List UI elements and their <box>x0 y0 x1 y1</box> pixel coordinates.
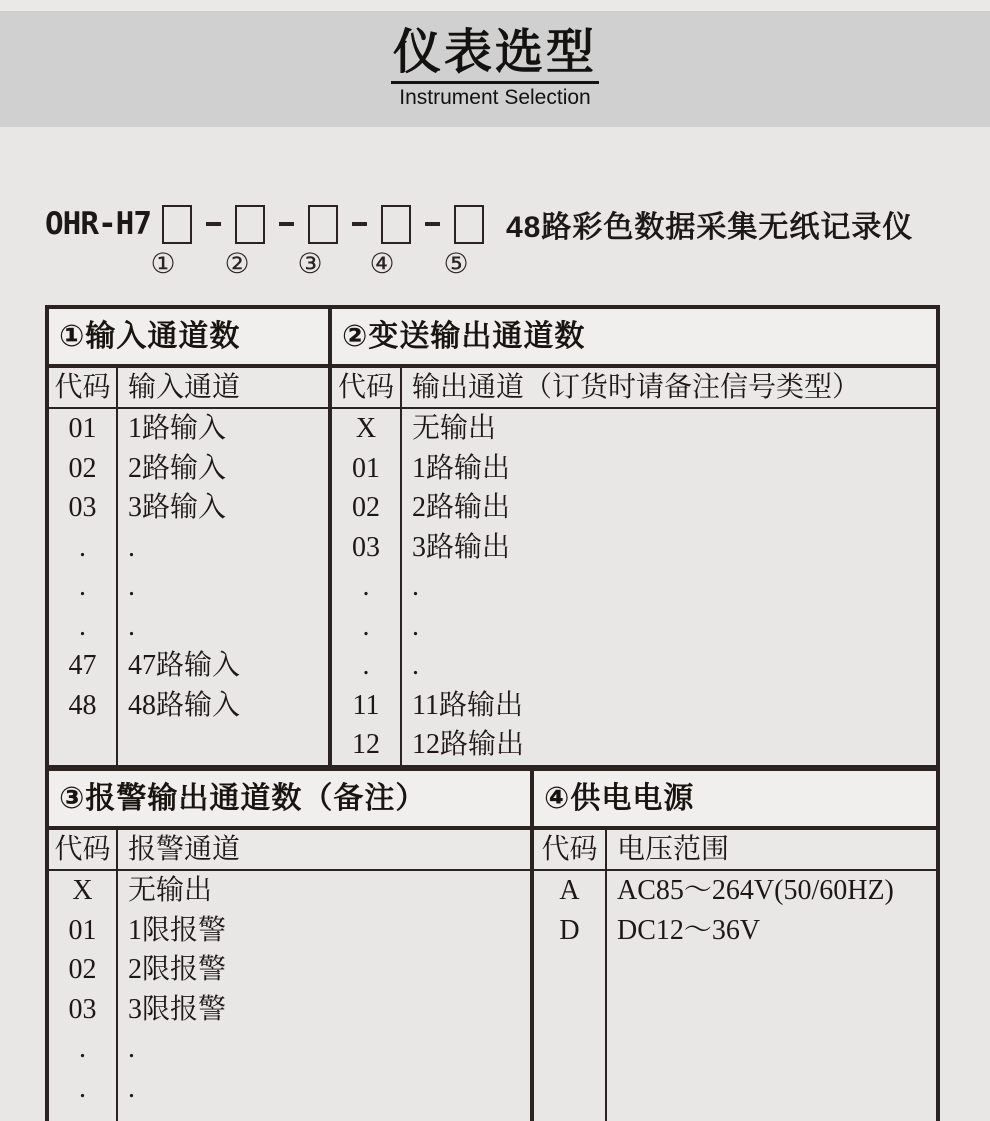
code-cell: X <box>355 413 377 444</box>
table-row <box>332 488 936 528</box>
section2-value-header: 输出通道（订货时请备注信号类型） <box>412 372 861 403</box>
value-cell: . <box>412 650 419 682</box>
value-cell: DC12～36V <box>617 914 761 946</box>
code-cell: 02 <box>352 492 380 524</box>
code-cell: 47 <box>68 650 97 682</box>
section2-title: ②变送输出通道数 <box>342 320 586 353</box>
code-cell: . <box>79 1033 86 1065</box>
table-row <box>49 528 328 568</box>
dash-separator <box>352 222 367 226</box>
position-label-5: ⑤ <box>443 247 469 280</box>
table-row <box>49 449 328 489</box>
value-cell: 1限报警 <box>128 914 227 946</box>
value-cell: 3路输入 <box>128 492 227 524</box>
model-slot-box-4 <box>381 205 411 244</box>
section1-title: ①输入通道数 <box>59 320 241 353</box>
code-cell: 01 <box>68 413 97 444</box>
value-cell: AC85～264V(50/60HZ) <box>617 875 894 906</box>
section4-value-header: 电压范围 <box>617 834 730 865</box>
table-row <box>49 911 530 951</box>
value-cell: . <box>128 1033 135 1065</box>
table-row <box>332 686 936 726</box>
section1-header-cell <box>49 309 332 364</box>
table-row <box>332 409 936 449</box>
divider <box>116 871 118 1121</box>
code-cell: 03 <box>352 531 380 563</box>
table-row <box>49 567 328 607</box>
section3-header-cell <box>49 771 534 826</box>
code-cell: X <box>72 875 93 906</box>
code-cell: . <box>362 610 370 642</box>
table-row <box>534 871 936 911</box>
page-subtitle: Instrument Selection <box>399 86 591 110</box>
value-cell: 2限报警 <box>128 954 227 986</box>
code-cell: 03 <box>68 492 97 524</box>
table-row <box>332 528 936 568</box>
code-cell: 12 <box>352 729 380 761</box>
table-row <box>49 646 328 686</box>
table-row <box>534 911 936 951</box>
table-row <box>49 871 530 911</box>
code-cell: 03 <box>68 993 97 1025</box>
section1-value-header: 输入通道 <box>128 372 241 403</box>
section3-title: ③报警输出通道数（备注） <box>59 782 427 815</box>
divider <box>116 409 118 765</box>
model-slot-box-1 <box>162 205 192 244</box>
position-label-1: ① <box>150 247 176 280</box>
value-cell: 2路输入 <box>128 452 227 484</box>
code-cell: 48 <box>68 689 97 721</box>
section-header-band-bottom <box>49 771 936 826</box>
value-cell: 1路输出 <box>412 452 511 484</box>
value-cell: 无输出 <box>412 413 497 444</box>
section2-header-cell <box>332 309 936 364</box>
section4-title: ④供电电源 <box>544 782 695 815</box>
table-row <box>332 607 936 647</box>
value-cell: 12路输出 <box>412 729 525 761</box>
dash-separator <box>279 222 294 226</box>
table-row <box>332 646 936 686</box>
table-row <box>49 686 328 726</box>
code-cell: 02 <box>68 954 97 986</box>
section2-code-header: 代码 <box>337 372 394 403</box>
code-cell: . <box>362 650 370 682</box>
value-cell: . <box>128 571 135 603</box>
code-cell: A <box>559 875 580 906</box>
section1-column-headers <box>49 368 332 407</box>
section4-rows <box>534 871 936 1121</box>
dash-separator <box>206 222 221 226</box>
code-cell: . <box>79 1072 86 1104</box>
section3-rows <box>49 871 534 1121</box>
code-cell: . <box>79 531 86 563</box>
code-cell: . <box>79 571 86 603</box>
value-cell: . <box>128 531 135 563</box>
model-description: 48路彩色数据采集无纸记录仪 <box>505 211 914 244</box>
data-band-bottom <box>49 871 936 1121</box>
table-row <box>49 950 530 990</box>
model-slot-box-2 <box>235 205 265 244</box>
top-strip <box>0 0 990 11</box>
table-row <box>49 409 328 449</box>
value-cell: 48路输入 <box>128 689 241 721</box>
divider <box>400 409 402 765</box>
selection-table <box>45 305 940 1121</box>
model-prefix: OHR-H7 <box>45 206 151 242</box>
table-row <box>49 990 530 1030</box>
table-row <box>49 607 328 647</box>
code-cell: 01 <box>68 914 97 946</box>
section3-column-headers <box>49 830 534 869</box>
code-cell: D <box>559 914 580 946</box>
column-header-band-top <box>49 368 936 407</box>
model-slot-box-3 <box>308 205 338 244</box>
section1-code-header: 代码 <box>54 372 111 403</box>
code-cell: . <box>362 571 370 603</box>
code-cell: 11 <box>352 689 380 721</box>
value-cell: 3限报警 <box>128 993 227 1025</box>
position-label-4: ④ <box>369 247 395 280</box>
section4-code-header: 代码 <box>541 834 598 865</box>
section3-value-header: 报警通道 <box>128 834 241 865</box>
value-cell: 1路输入 <box>128 413 227 444</box>
value-cell: . <box>412 571 419 603</box>
section3-code-header: 代码 <box>54 834 111 865</box>
value-cell: 47路输入 <box>128 650 241 682</box>
data-band-top <box>49 409 936 765</box>
model-code-row <box>45 202 990 246</box>
table-row <box>49 488 328 528</box>
section2-rows <box>332 409 936 765</box>
section4-column-headers <box>534 830 936 869</box>
dash-separator <box>425 222 440 226</box>
table-row <box>332 725 936 765</box>
section-header-band-top <box>49 309 936 364</box>
value-cell: . <box>128 610 135 642</box>
table-row <box>332 449 936 489</box>
section1-rows <box>49 409 332 765</box>
section4-header-cell <box>534 771 936 826</box>
column-header-band-bottom <box>49 830 936 869</box>
code-cell: . <box>79 610 86 642</box>
header-band <box>0 11 990 127</box>
table-row <box>332 567 936 607</box>
model-slot-box-5 <box>454 205 484 244</box>
divider <box>605 871 607 1121</box>
code-cell: 02 <box>68 452 97 484</box>
table-row <box>49 1029 530 1069</box>
page-title: 仪表选型 <box>391 28 599 84</box>
table-row <box>49 1069 530 1109</box>
value-cell: 11路输出 <box>412 689 523 721</box>
position-labels <box>0 246 990 282</box>
value-cell: . <box>128 1072 135 1104</box>
code-cell: 01 <box>352 452 380 484</box>
value-cell: 无输出 <box>128 875 213 906</box>
value-cell: 3路输出 <box>412 531 511 563</box>
position-label-3: ③ <box>297 247 323 280</box>
position-label-2: ② <box>224 247 250 280</box>
value-cell: . <box>412 610 419 642</box>
value-cell: 2路输出 <box>412 492 511 524</box>
section2-column-headers <box>332 368 936 407</box>
